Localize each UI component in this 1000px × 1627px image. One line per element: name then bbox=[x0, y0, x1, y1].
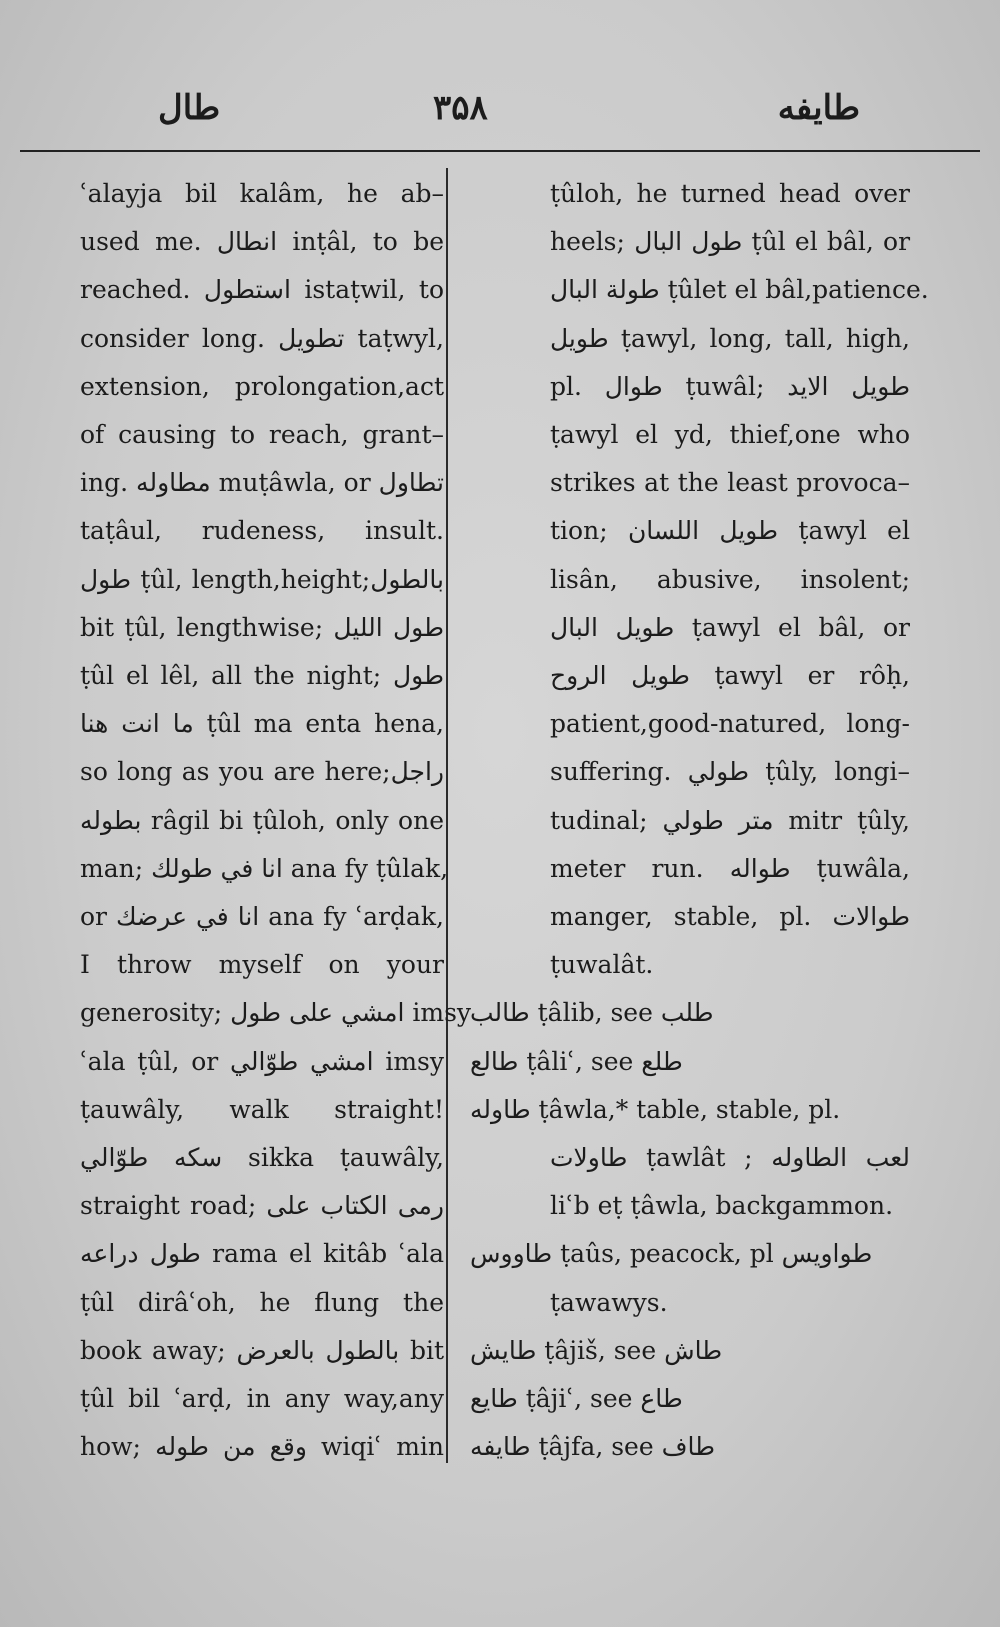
left-column bbox=[80, 170, 472, 1471]
text-line: ṭûl el lêl, all the night; طول bbox=[80, 661, 444, 691]
text-line: extension, prolongation,act bbox=[80, 371, 444, 401]
header-left-catchword: طال bbox=[158, 88, 221, 128]
text-line: tudinal; متر طولي mitr ṭûly, bbox=[550, 805, 910, 835]
entry-line: طايش ṭâjiš, see طاش bbox=[470, 1335, 723, 1365]
text-line: ṭûl dirâʿoh, he flung the bbox=[80, 1287, 444, 1317]
entry-line: طاووس ṭaûs, peacock, pl طواويس bbox=[470, 1239, 873, 1269]
text-line: man; انا في طولك ana fy ṭûlak, bbox=[80, 853, 449, 883]
text-line: بطوله râgil bi ṭûloh, only one bbox=[80, 805, 444, 835]
header-rule bbox=[20, 150, 980, 152]
entry-line: طالع ṭâliʿ, see طلع bbox=[470, 1046, 683, 1076]
text-line: طاولات ṭawlât ; لعب الطاوله bbox=[550, 1143, 910, 1173]
text-line: suffering. طولي ṭûly, longi– bbox=[550, 757, 910, 787]
text-line: ing. مطاوله muṭâwla, or تطاول bbox=[80, 468, 444, 498]
text-line: so long as you are here;راجل bbox=[80, 757, 444, 787]
text-line: طويل البال ṭawyl el bâl, or bbox=[550, 612, 910, 642]
text-line: consider long. تطويل taṭwyl, bbox=[80, 323, 444, 353]
text-line: طول ṭûl, length,height;بالطول bbox=[80, 564, 444, 594]
text-line: ṭûloh, he turned head over bbox=[550, 179, 910, 208]
header-right-catchword: طايفه bbox=[777, 88, 860, 128]
text-line: meter run. طواله ṭuwâla, bbox=[550, 853, 910, 883]
text-line: طول دراعه rama el kitâb ʿala bbox=[80, 1239, 444, 1269]
entry-line: طايع ṭâjiʿ, see طاع bbox=[470, 1384, 683, 1414]
text-line: tion; طويل اللسان ṭawyl el bbox=[550, 516, 910, 546]
text-line: straight road; رمى الكتاب على bbox=[80, 1191, 444, 1221]
text-line: طويل الروح ṭawyl er rôḥ, bbox=[550, 661, 910, 691]
text-line: lisân, abusive, insolent; bbox=[550, 564, 910, 594]
text-line: book away; بالطول بالعرض bit bbox=[80, 1335, 444, 1365]
entry-line: طايفه ṭâjfa, see طاف bbox=[470, 1432, 716, 1462]
right-column bbox=[470, 170, 929, 1471]
text-line: ṭûl bil ʿarḍ, in any way,any bbox=[80, 1384, 444, 1414]
text-line: strikes at the least provoca– bbox=[550, 468, 910, 498]
text-line: reached. استطول istaṭwil, to bbox=[80, 275, 444, 305]
text-line: liʿb eṭ ṭâwla, backgammon. bbox=[550, 1191, 894, 1221]
text-line: taṭâul, rudeness, insult. bbox=[80, 516, 444, 546]
text-line: ṭuwalât. bbox=[550, 950, 654, 980]
text-line: سكه طوّالي sikka ṭauwâly, bbox=[80, 1143, 444, 1173]
text-line: طويل ṭawyl, long, tall, high, bbox=[550, 323, 910, 353]
text-line: bit ṭûl, lengthwise; طول الليل bbox=[80, 612, 444, 642]
text-line: manger, stable, pl. طوالات bbox=[550, 902, 910, 932]
text-line: heels; طول البال ṭûl el bâl, or bbox=[550, 227, 911, 257]
text-line: patient,good-natured, long- bbox=[550, 709, 910, 739]
text-line: pl. طوال ṭuwâl; طويل الايد bbox=[550, 371, 911, 401]
text-line: I throw myself on your bbox=[80, 950, 444, 980]
text-line: ما انت هنا ṭûl ma enta hena, bbox=[80, 709, 444, 739]
text-line: or انا في عرضك ana fy ʿarḍak, bbox=[80, 902, 444, 932]
text-line: طولة البال ṭûlet el bâl,patience. bbox=[550, 275, 929, 305]
text-line: ṭawyl el yd, thief,one who bbox=[550, 420, 910, 450]
text-line: used me. انطال inṭâl, to be bbox=[80, 227, 444, 257]
text-line: how; وقع من طوله wiqiʿ min bbox=[80, 1432, 444, 1462]
text-line: ṭauwâly, walk straight! bbox=[80, 1094, 444, 1124]
text-line: ʿala ṭûl, or امشي طوّالي imsy bbox=[80, 1046, 444, 1076]
entry-line: طالب ṭâlib, see طلب bbox=[470, 998, 714, 1028]
text-line: ṭawawys. bbox=[550, 1287, 668, 1317]
text-line: generosity; امشي على طول imsy bbox=[80, 998, 472, 1028]
page-header bbox=[150, 88, 880, 138]
text-line: of causing to reach, grant– bbox=[80, 420, 444, 450]
text-line: ʿalayja bil kalâm, he ab– bbox=[80, 179, 444, 208]
entry-line: طاوله ṭâwla,* table, stable, pl. bbox=[470, 1094, 841, 1124]
page-number: ۳۵۸ bbox=[433, 88, 488, 128]
column-divider bbox=[446, 168, 448, 1463]
